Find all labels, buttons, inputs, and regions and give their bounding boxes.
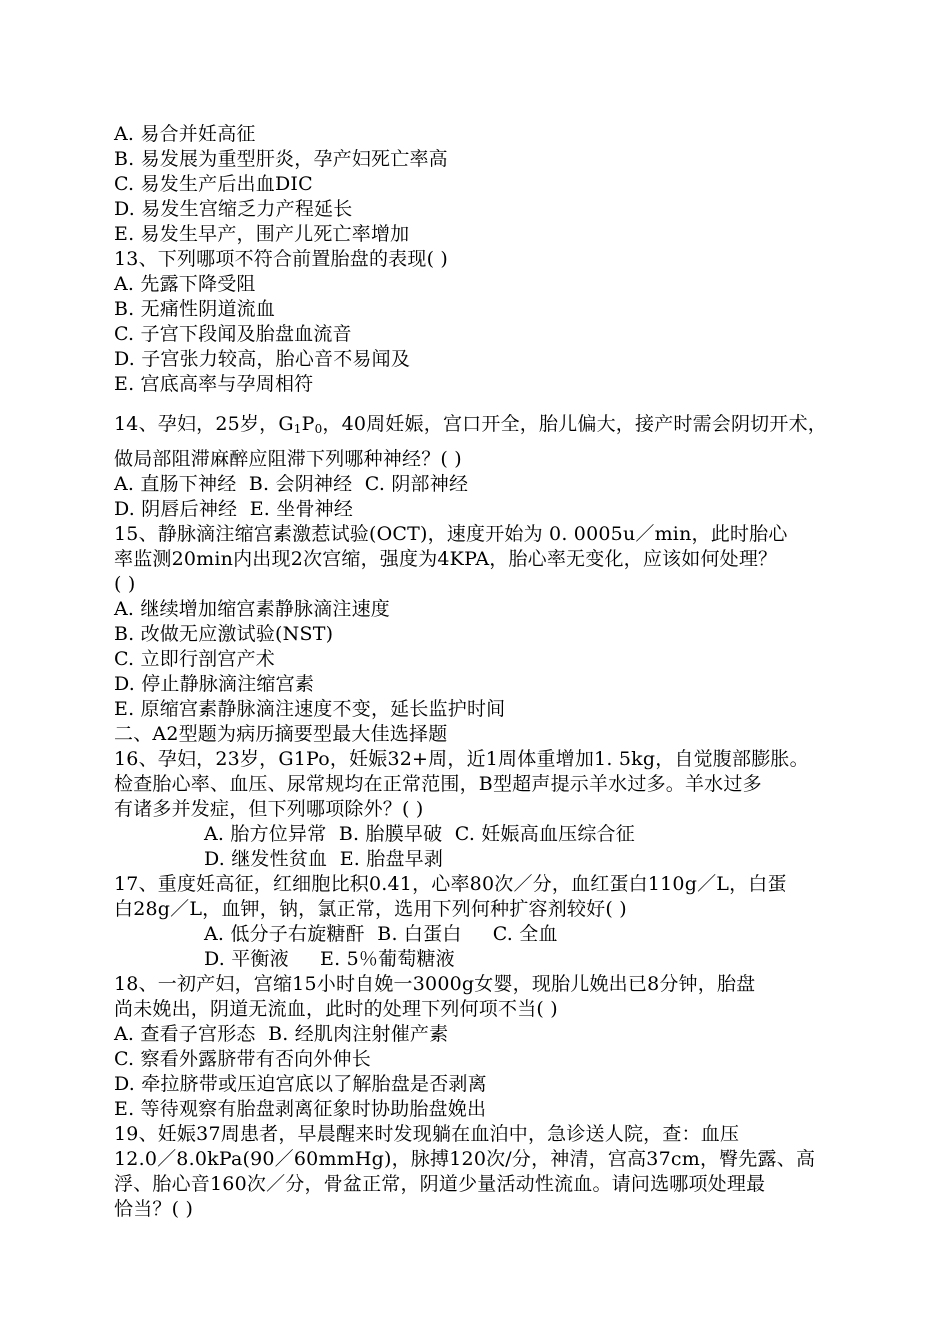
q13-option-b: B. 无痛性阴道流血 <box>114 298 276 320</box>
q17-options-row2: D. 平衡液 E. 5％葡萄糖液 <box>204 948 455 970</box>
q19-stem-line4: 恰当？( ) <box>114 1198 194 1220</box>
q19-stem-line3: 浮、胎心音160次／分，骨盆正常，阴道少量活动性流血。请问选哪项处理最 <box>114 1173 766 1195</box>
q12-option-e: E. 易发生早产，围产儿死亡率增加 <box>114 223 410 245</box>
q12-option-c: C. 易发生产后出血DIC <box>114 173 313 195</box>
q15-stem-line2: 率监测20min内出现2次宫缩，强度为4KPA，胎心率无变化，应该如何处理？ <box>114 548 778 570</box>
q13-option-d: D. 子宫张力较高，胎心音不易闻及 <box>114 348 411 370</box>
q19-stem-line1: 19、妊娠37周患者，早晨醒来时发现躺在血泊中，急诊送人院，查：血压 <box>114 1123 740 1145</box>
q16-options-row2: D. 继发性贫血 E. 胎盘早剥 <box>204 848 444 870</box>
q17-stem-line1: 17、重度妊高征，红细胞比积0.41，心率80次／分，血红蛋白110g／L，白蛋 <box>114 873 787 895</box>
q18-stem-line1: 18、一初产妇，宫缩15小时自娩一3000g女婴，现胎儿娩出已8分钟，胎盘 <box>114 973 756 995</box>
q15-stem-line3: ( ) <box>114 573 136 595</box>
q13-option-c: C. 子宫下段闻及胎盘血流音 <box>114 323 352 345</box>
q18-option-c: C. 察看外露脐带有否向外伸长 <box>114 1048 371 1070</box>
q17-stem-line2: 白28g／L，血钾，钠，氯正常，选用下列何种扩容剂较好( ) <box>114 898 627 920</box>
q15-option-a: A. 继续增加缩宫素静脉滴注速度 <box>114 598 391 620</box>
q18-stem-line2: 尚未娩出，阴道无流血，此时的处理下列何项不当( ) <box>114 998 558 1020</box>
q14-options-row1: A. 直肠下神经 B. 会阴神经 C. 阴部神经 <box>114 473 469 495</box>
q14-stem-line2: 做局部阻滞麻醉应阻滞下列哪种神经？( ) <box>114 448 462 470</box>
q16-stem-line2: 检查胎心率、血压、尿常规均在正常范围，B型超声提示羊水过多。羊水过多 <box>114 773 762 795</box>
section-heading: 二、A2型题为病历摘要型最大佳选择题 <box>114 723 448 745</box>
q15-stem-line1: 15、静脉滴注缩宫素激惹试验(OCT)，速度开始为 0. 0005u／min，此时胎心 <box>114 523 788 545</box>
q18-option-d: D. 牵拉脐带或压迫宫底以了解胎盘是否剥离 <box>114 1073 487 1095</box>
q16-stem-line3: 有诸多并发症，但下列哪项除外？( ) <box>114 798 424 820</box>
q12-option-d: D. 易发生宫缩乏力产程延长 <box>114 198 353 220</box>
q13-option-e: E. 宫底高率与孕周相符 <box>114 373 314 395</box>
q15-option-b: B. 改做无应激试验(NST) <box>114 623 334 645</box>
q12-option-b: B. 易发展为重型肝炎，孕产妇死亡率高 <box>114 148 448 170</box>
q18-options-row1: A. 查看子宫形态 B. 经肌肉注射催产素 <box>114 1023 449 1045</box>
q19-stem-line2: 12.0／8.0kPa(90／60mmHg)，脉搏120次/分，神清，宫高37cm，臀先露、高 <box>114 1148 816 1170</box>
q14-options-row2: D. 阴唇后神经 E. 坐骨神经 <box>114 498 354 520</box>
q12-option-a: A. 易合并妊高征 <box>114 123 256 145</box>
q14-stem-line1: 14、孕妇，25岁，$G_1P_0$，40周妊娠，宫口开全，胎儿偏大，接产时需会阴切开术， <box>114 413 827 436</box>
q15-option-e: E. 原缩宫素静脉滴注速度不变，延长监护时间 <box>114 698 506 720</box>
q16-options-row1: A. 胎方位异常 B. 胎膜早破 C. 妊娠高血压综合征 <box>204 823 635 845</box>
q13-option-a: A. 先露下降受阻 <box>114 273 256 295</box>
q13-stem: 13、下列哪项不符合前置胎盘的表现( ) <box>114 248 449 270</box>
q17-options-row1: A. 低分子右旋糖酐 B. 白蛋白 C. 全血 <box>204 923 558 945</box>
q15-option-d: D. 停止静脉滴注缩宫素 <box>114 673 315 695</box>
q15-option-c: C. 立即行剖宫产术 <box>114 648 275 670</box>
q18-option-e: E. 等待观察有胎盘剥离征象时协助胎盘娩出 <box>114 1098 487 1120</box>
q16-stem-line1: 16、孕妇，23岁，G1Po，妊娠32+周，近1周体重增加1. 5kg，自觉腹部膨胀。 <box>114 748 809 770</box>
